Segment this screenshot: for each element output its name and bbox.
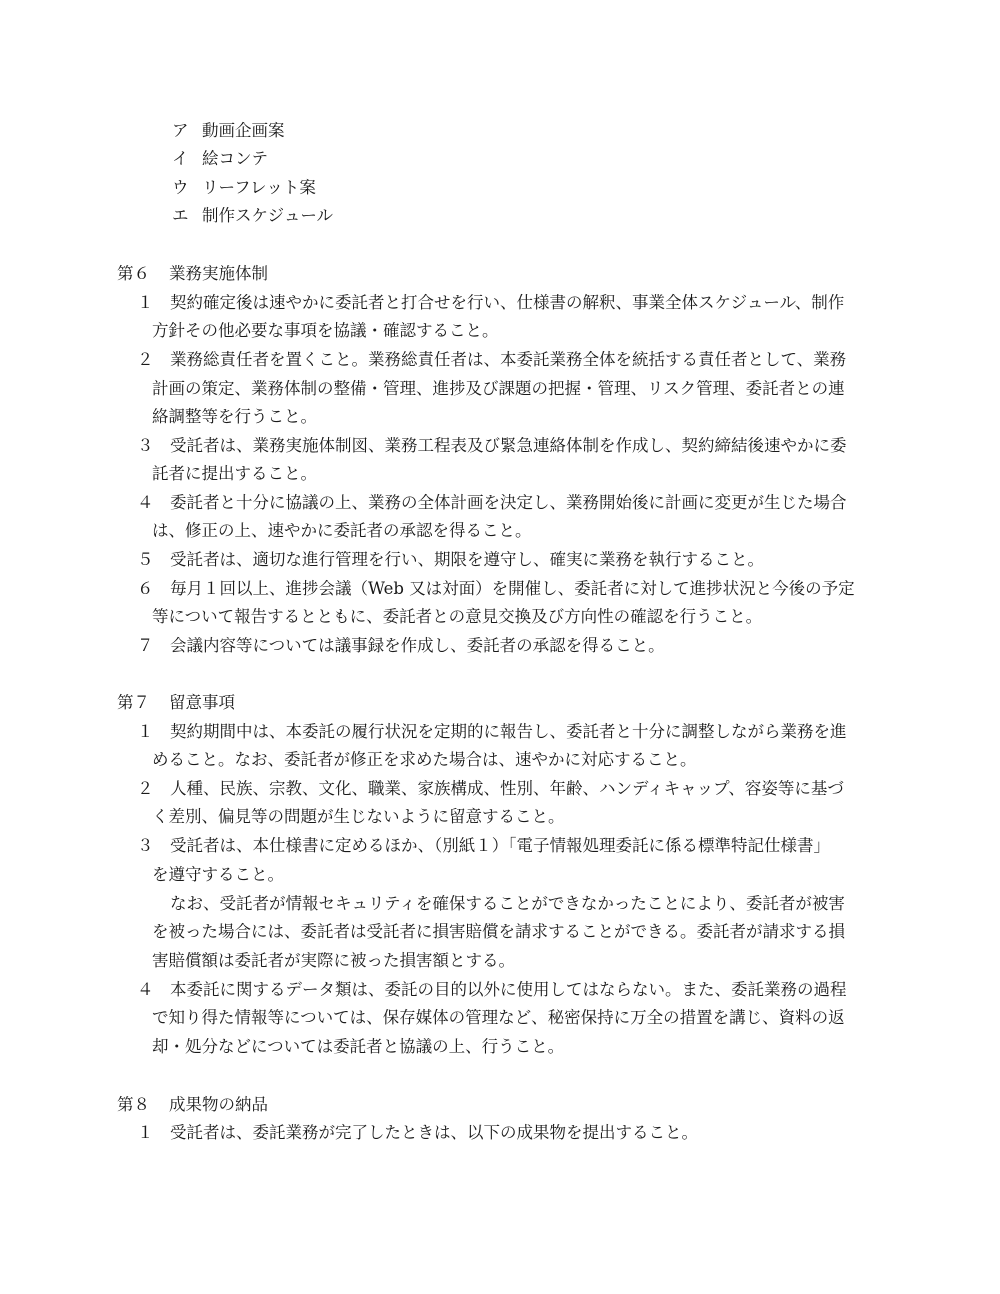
sub-item: イ 絵コンテ <box>172 149 268 168</box>
document-page: ア 動画企画案 イ 絵コンテ ウ リーフレット案 エ 制作スケジュール 第６ 業務実施体制 １ 契約確定後は速やかに委託者と打合せを行い、仕様書の解釈、事業全体スケジュール、制作 方針その他必要な事項を協議・確認すること。 ２ 業務総責任者を置くこと。業務総責任者は、本委託業務全体を統括する責任者として、業務 計画の策定、業務体制の整備・管理、進捗及び課題の把握・管理、リスク管理、委託者との連 絡調整等を行うこと。 ３ 受託者は、業務実施体制図、業務工程表及び緊急連絡体制を作成し、契約締結後速やかに委 託者に提出すること。 ４ 委託者と十分に協議の上、業務の全体計画を決定し、業務開始後に計画に変更が生じた場合 は、修正の上、速やかに委託者の承認を得ること。 ５ 受託者は、適切な進行管理を行い、期限を遵守し、確実に業務を執行すること。 ６ 毎月１回以上、進捗会議（Web 又は対面）を開催し、委託者に対して進捗状況と今後の予定 等について報告するとともに、委託者との意見交換及び方向性の確認を行うこと。 ７ 会議内容等については議事録を作成し、委託者の承認を得ること。 第７ 留意事項 １ 契約期間中は、本委託の履行状況を定期的に報告し、委託者と十分に調整しながら業務を進 めること。なお、委託者が修正を求めた場合は、速やかに対応すること。 ２ 人種、民族、宗教、文化、職業、家族構成、性別、年齢、ハンディキャップ、容姿等に基づ く差別、偏見等の問題が生じないように留意すること。 ３ 受託者は、本仕様書に定めるほか、（別紙１）「電子情報処理委託に係る標準特記仕様書」 を遵守すること。 なお、受託者が情報セキュリティを確保することができなかったことにより、委託者が被害 を被った場合には、委託者は受託者に損害賠償を請求することができる。委託者が請求する損 害賠償額は委託者が実際に被った損害額とする。 ４ 本委託に関するデータ類は、委託の目的以外に使用してはならない。また、委託業務の過程 で知り得た情報等については、保存媒体の管理など、秘密保持に万全の措置を講じ、資料の返 却・処分などについては委託者と協議の上、行うこと。 第８ 成果物の納品 １ 受託者は、委託業務が完了したときは、以下の成果物を提出すること。 <box>117 121 855 1142</box>
paragraph-line: なお、受託者が情報セキュリティを確保することができなかったことにより、委託者が被害 <box>170 894 845 913</box>
list-item-continuation: 却・処分などについては委託者と協議の上、行うこと。 <box>152 1037 565 1056</box>
section-heading: 第８ 成果物の納品 <box>117 1095 268 1114</box>
section-heading: 第７ 留意事項 <box>117 693 235 712</box>
sub-item: ア 動画企画案 <box>172 121 285 140</box>
list-item-continuation: 方針その他必要な事項を協議・確認すること。 <box>152 321 499 340</box>
list-item-continuation: 計画の策定、業務体制の整備・管理、進捗及び課題の把握・管理、リスク管理、委託者との連 <box>152 379 845 398</box>
sub-item: エ 制作スケジュール <box>172 206 334 225</box>
list-item-continuation: 託者に提出すること。 <box>152 464 317 483</box>
list-item-continuation: で知り得た情報等については、保存媒体の管理など、秘密保持に万全の措置を講じ、資料の返 <box>152 1008 845 1027</box>
list-item-continuation: く差別、偏見等の問題が生じないように留意すること。 <box>152 807 565 826</box>
list-item-continuation: を遵守すること。 <box>152 865 284 884</box>
paragraph-line: を被った場合には、委託者は受託者に損害賠償を請求することができる。委託者が請求する損 <box>152 922 845 941</box>
list-item-continuation: めること。なお、委託者が修正を求めた場合は、速やかに対応すること。 <box>152 750 697 769</box>
list-item-continuation: 等について報告するとともに、委託者との意見交換及び方向性の確認を行うこと。 <box>152 607 763 626</box>
paragraph-line: 害賠償額は委託者が実際に被った損害額とする。 <box>152 951 515 970</box>
sub-item: ウ リーフレット案 <box>172 178 316 197</box>
list-item-continuation: は、修正の上、速やかに委託者の承認を得ること。 <box>152 521 532 540</box>
list-item-continuation: 絡調整等を行うこと。 <box>152 407 317 426</box>
section-heading: 第６ 業務実施体制 <box>117 264 268 283</box>
